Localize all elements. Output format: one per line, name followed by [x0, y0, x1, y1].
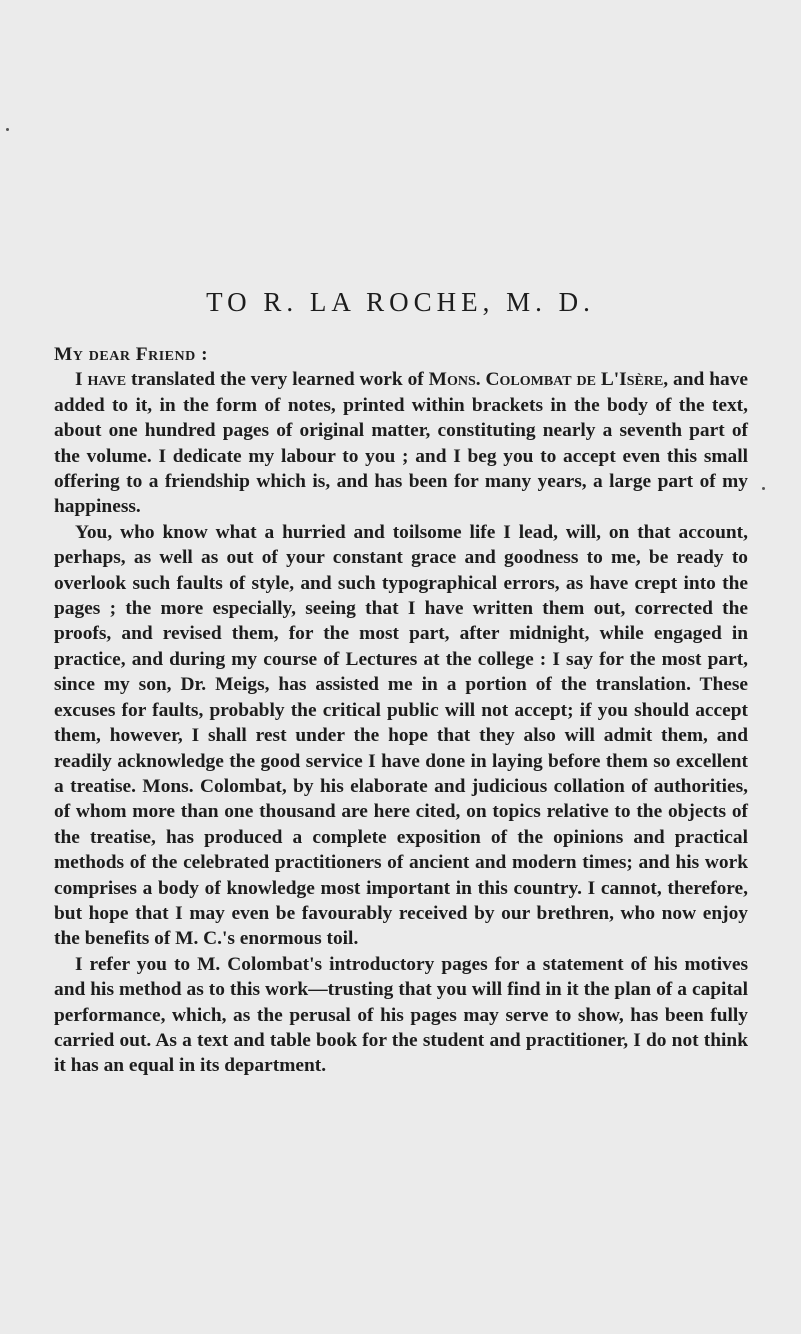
author-name: Mons. Colombat de L'Isère [428, 369, 664, 391]
paragraph-1-opening-word: I have [75, 369, 127, 391]
dedication-body [54, 342, 748, 1079]
paragraph-3: I refer you to M. Colombat's introductory pages for a statement of his motives and his method as to this work—trusting that you will find in it the plan of a capital performance, which, as the perusal of his pages may serve to show, has been fully carried out. As a text and table book for the student and practitioner, I do not think it has an equal in its department. [54, 953, 748, 1077]
paragraph-1-before-author: translated the very learned work of [131, 369, 424, 391]
page-speck [762, 487, 765, 490]
dedication-title: TO R. LA ROCHE, M. D. [206, 287, 595, 317]
paragraph-2: You, who know what a hurried and toilsome life I lead, will, on that account, perhaps, as well as out of your constant grace and goodness to me, be ready to overlook such faults of style, and such typographical errors, as have crept into the pages ; the more especially, seeing that I have written them out, corrected the proofs, and revised them, for the most part, after midnight, while engaged in practice, and during my course of Lectures at the college : I say for the most part, since my son, Dr. Meigs, has assisted me in a portion of the translation. These excuses for faults, probably the critical public will not accept; if you should accept them, however, I shall rest under the hope that they also will admit them, and readily acknowledge the good service I have done in laying before them so excellent a treatise. Mons. Colombat, by his elaborate and judicious collation of authorities, of whom more than one thousand are here cited, on topics relative to the objects of the treatise, has produced a complete exposition of the opinions and practical methods of the celebrated practitioners of ancient and modern times; and his work comprises a body of knowledge most important in this country. I cannot, therefore, but hope that I may even be favourably received by our brethren, who now enjoy the benefits of M. C.'s enormous toil. [54, 521, 748, 950]
paragraph-1 [54, 367, 748, 519]
page-speck [6, 128, 9, 131]
paragraph-1-after-author: , and have added to it, in the form of notes, printed within brackets in the body of the text, about one hundred pages of original matter, constituting nearly a seventh part of the volume. I dedicate my labour to you ; and I beg you to accept even this small offering to a friendship which is, and has been for many years, a large part of my happiness. [54, 369, 749, 518]
salutation: My dear Friend : [54, 344, 209, 365]
